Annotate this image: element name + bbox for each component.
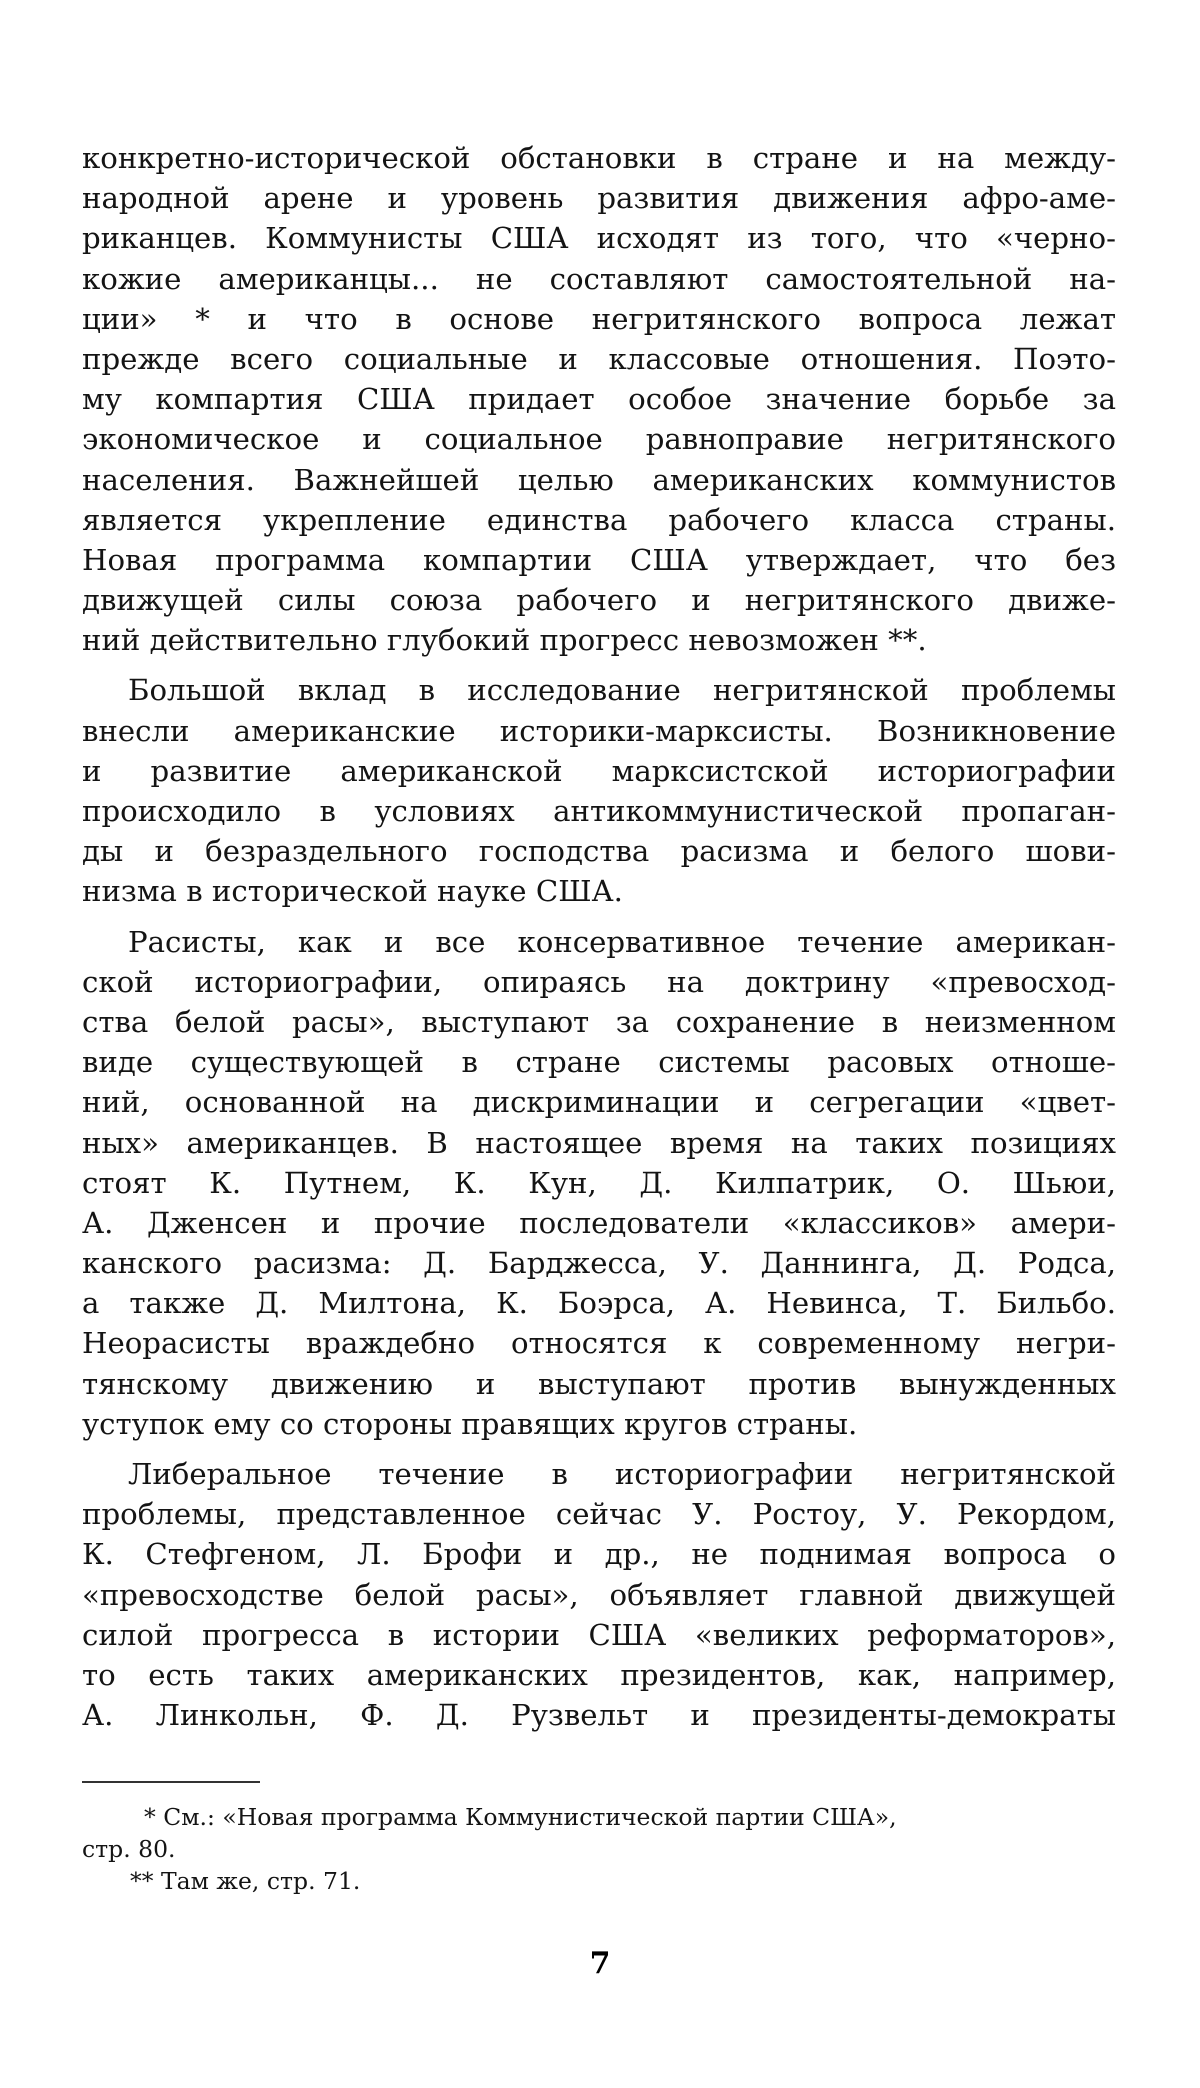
text-line: внесли американские историки-марксисты. Возникновение	[82, 713, 1116, 748]
text-line: виде существующей в стране системы расовых отноше-	[82, 1045, 1116, 1080]
paragraph-3	[82, 922, 1116, 1444]
text-line: ции» * и что в основе негритянского вопроса лежат	[82, 301, 1116, 336]
footnote-separator	[82, 1775, 1116, 1795]
footnote-rule	[82, 1781, 260, 1783]
text-line: а также Д. Милтона, К. Боэрса, А. Невинса, Т. Бильбо.	[82, 1286, 1116, 1321]
text-line: и развитие американской марксистской историографии	[82, 753, 1116, 788]
text-line: К. Стефгеном, Л. Брофи и др., не поднимая вопроса о	[82, 1537, 1116, 1572]
text-line: Новая программа компартии США утверждает, что без	[82, 542, 1116, 577]
paragraph-gap	[82, 660, 1116, 670]
page-number: 7	[589, 1946, 611, 1981]
text-line: Большой вклад в исследование негритянской проблемы	[128, 673, 1116, 708]
paragraph-gap	[82, 1444, 1116, 1454]
text-line: ний действительно глубокий прогресс невозможен **.	[82, 623, 927, 658]
text-line: ской историографии, опираясь на доктрину «превосход-	[82, 964, 1116, 999]
text-line: А. Линкольн, Ф. Д. Рузвельт и президенты-демократы	[82, 1698, 1116, 1733]
text-line: канского расизма: Д. Барджесса, У. Даннинга, Д. Родса,	[82, 1246, 1116, 1281]
text-line: экономическое и социальное равноправие негритянского	[82, 422, 1116, 457]
text-line: Либеральное течение в историографии негритянской	[128, 1457, 1116, 1491]
text-line: населения. Важнейшей целью американских коммунистов	[82, 462, 1116, 497]
text-line: низма в исторической науке США.	[82, 874, 623, 909]
text-line: ний, основанной на дискриминации и сегрегации «цвет-	[82, 1085, 1116, 1120]
text-line: Расисты, как и все консервативное течение американ-	[128, 924, 1116, 959]
text-line: является укрепление единства рабочего класса страны.	[82, 502, 1116, 537]
text-line: то есть таких американских президентов, как, например,	[82, 1657, 1116, 1692]
text-line: движущей силы союза рабочего и негритянского движе-	[82, 583, 1116, 618]
footnote-1-continued: стр. 80.	[82, 1835, 176, 1864]
paragraph-4	[82, 1454, 1116, 1735]
footnotes	[82, 1801, 1116, 1897]
text-line: му компартия США придает особое значение борьбе за	[82, 382, 1116, 417]
text-line: уступок ему со стороны правящих кругов страны.	[82, 1406, 858, 1441]
text-line: проблемы, представленное сейчас У. Ростоу, У. Рекордом,	[82, 1497, 1116, 1532]
text-line: ных» американцев. В настоящее время на таких позициях	[82, 1125, 1116, 1160]
text-line: народной арене и уровень развития движения афро-аме-	[82, 181, 1116, 216]
footnote-1: * См.: «Новая программа Коммунистической партии США»,	[144, 1803, 897, 1832]
text-line: ды и безраздельного господства расизма и белого шови-	[82, 834, 1116, 869]
text-line: Неорасисты враждебно относятся к современному негри-	[82, 1326, 1116, 1361]
text-line: риканцев. Коммунисты США исходят из того, что «черно-	[82, 221, 1116, 256]
text-line: тянскому движению и выступают против вынужденных	[82, 1366, 1116, 1401]
paragraph-gap	[82, 912, 1116, 922]
text-line: конкретно-исторической обстановки в стране и на между-	[82, 141, 1116, 175]
text-line: силой прогресса в истории США «великих реформаторов»,	[82, 1617, 1116, 1652]
main-text	[82, 138, 1116, 1735]
text-line: кожие американцы... не составляют самостоятельной на-	[82, 261, 1116, 296]
text-line: А. Дженсен и прочие последователи «классиков» амери-	[82, 1205, 1116, 1240]
text-line: происходило в условиях антикоммунистической пропаган-	[82, 794, 1116, 828]
text-line: стоят К. Путнем, К. Кун, Д. Килпатрик, О. Шьюи,	[82, 1165, 1116, 1200]
paragraph-2	[82, 670, 1116, 911]
text-line: прежде всего социальные и классовые отношения. Поэто-	[82, 341, 1116, 376]
text-line: «превосходстве белой расы», объявляет главной движущей	[82, 1577, 1116, 1612]
paragraph-1	[82, 138, 1116, 660]
text-line: ства белой расы», выступают за сохранение в неизменном	[82, 1004, 1116, 1039]
footnote-2: ** Там же, стр. 71.	[130, 1867, 361, 1896]
